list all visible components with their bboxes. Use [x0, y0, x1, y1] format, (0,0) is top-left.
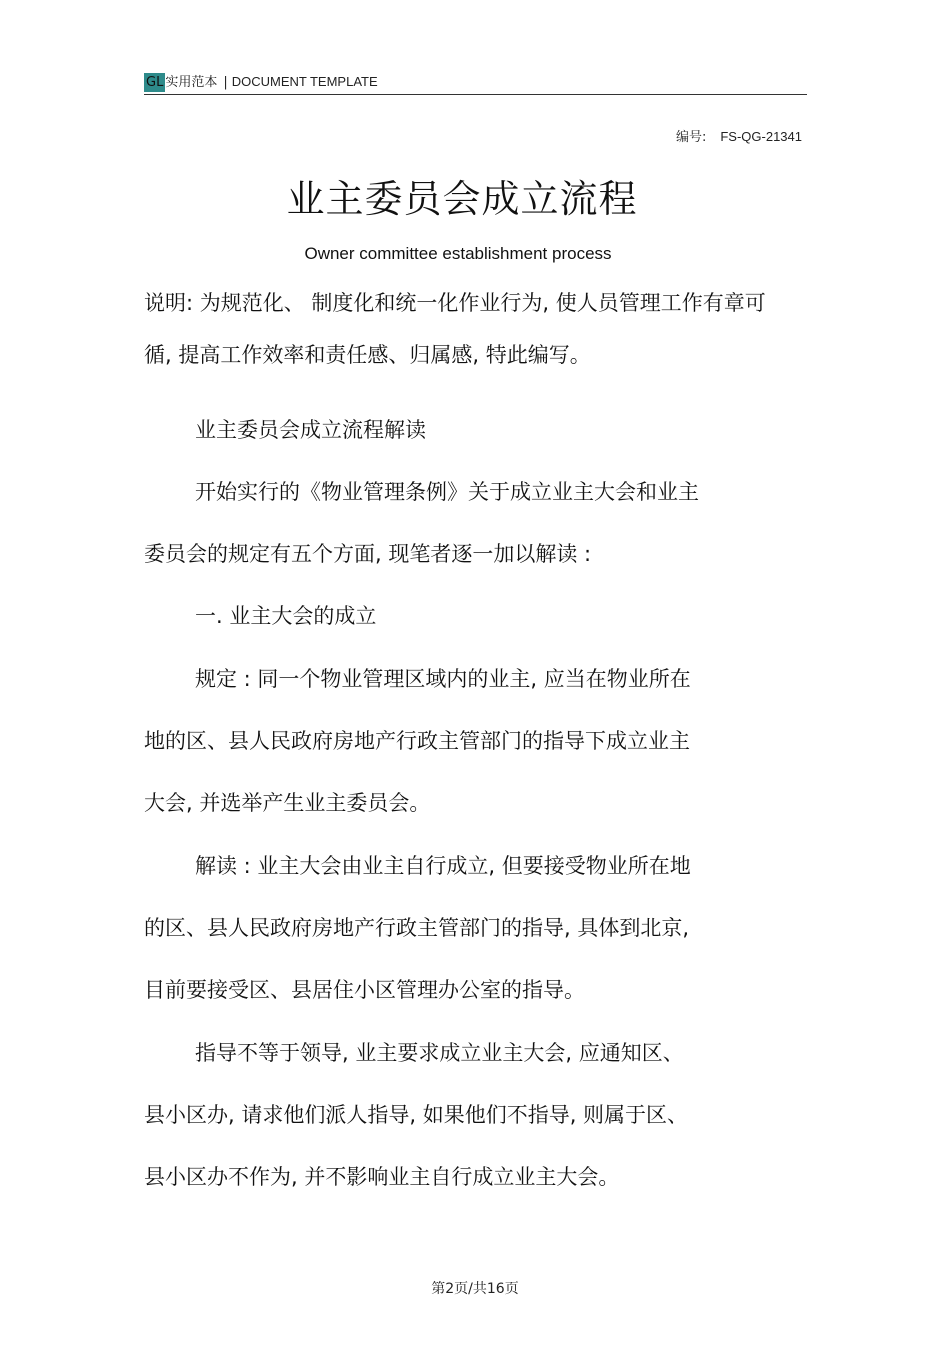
header-logo-group	[144, 72, 378, 91]
body-line: 的区、县人民政府房地产行政主管部门的指导, 具体到北京,	[144, 916, 690, 940]
document-number-value: FS-QG-21341	[720, 129, 802, 144]
body-line: 解读 : 业主大会由业主自行成立, 但要接受物业所在地	[195, 854, 691, 878]
body-line: 指导不等于领导, 业主要求成立业主大会, 应通知区、	[195, 1041, 684, 1065]
body-line: 地的区、县人民政府房地产行政主管部门的指导下成立业主	[144, 729, 690, 753]
section-heading: 一. 业主大会的成立	[195, 604, 377, 628]
body-line: 委员会的规定有五个方面, 现笔者逐一加以解读 :	[144, 542, 592, 566]
page-header	[144, 70, 807, 95]
body-line: 县小区办不作为, 并不影响业主自行成立业主大会。	[144, 1165, 620, 1189]
body-line: 县小区办, 请求他们派人指导, 如果他们不指导, 则属于区、	[144, 1103, 689, 1127]
body-line: 开始实行的《物业管理条例》关于成立业主大会和业主	[195, 480, 699, 504]
page-footer: 第2页/共16页	[431, 1281, 519, 1297]
page-subtitle: Owner committee establishment process	[304, 244, 612, 263]
document-number	[676, 126, 802, 145]
logo-mark: GL	[146, 75, 164, 90]
body-line: 大会, 并选举产生业主委员会。	[144, 791, 431, 815]
document-number-label: 编号:	[675, 130, 707, 145]
page-title: 业主委员会成立流程	[286, 177, 638, 221]
body-line: 目前要接受区、县居住小区管理办公室的指导。	[144, 978, 585, 1002]
body-line: 规定 : 同一个物业管理区域内的业主, 应当在物业所在	[195, 667, 691, 691]
body-line: 说明: 为规范化、 制度化和统一化作业行为, 使人员管理工作有章可	[144, 291, 766, 315]
header-brand: 实用范本	[165, 75, 218, 90]
header-tag: DOCUMENT TEMPLATE	[231, 74, 378, 89]
section-heading: 业主委员会成立流程解读	[195, 418, 426, 442]
body-line: 循, 提高工作效率和责任感、归属感, 特此编写。	[144, 343, 591, 367]
header-separator: |	[223, 75, 228, 90]
